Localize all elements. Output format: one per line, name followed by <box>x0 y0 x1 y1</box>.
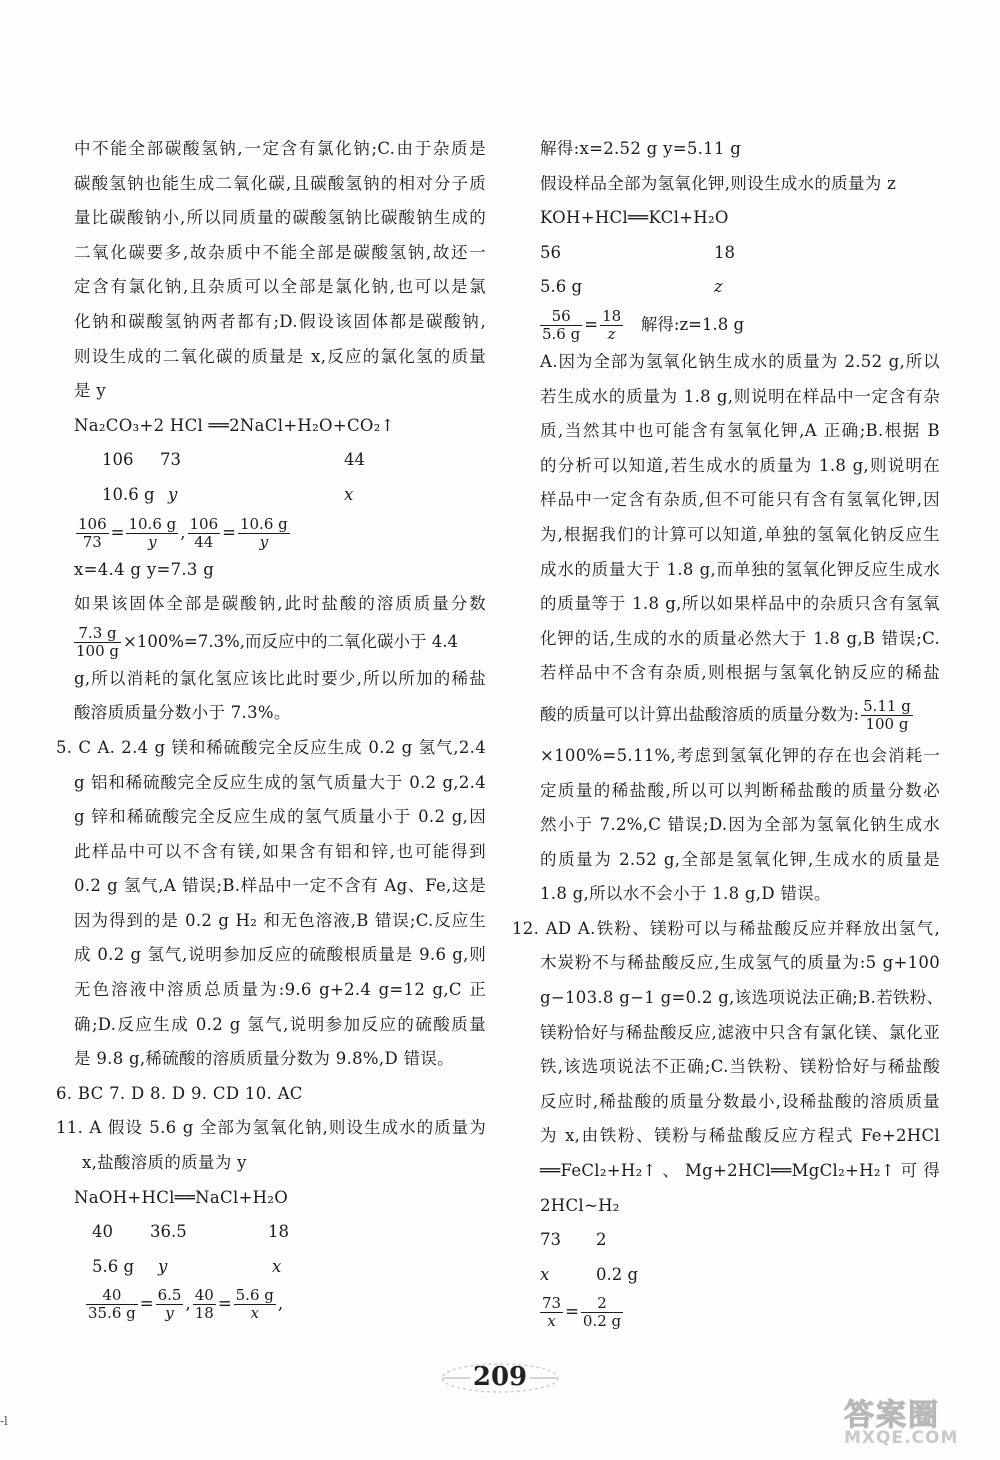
text-line: ══FeCl₂+H₂↑、Mg+2HCl══MgCl₂+H₂↑可得 <box>540 1161 940 1181</box>
text-line: 则设生成的二氧化碳的质量是 x,反应的氯化氢的质量 <box>74 346 486 366</box>
left-column <box>56 132 486 1324</box>
coef: 2 <box>596 1230 607 1250</box>
var: y <box>168 484 178 504</box>
watermark-title: 答案圈 <box>844 1398 940 1433</box>
text-line: 是 9.8 g,稀硫酸的溶质质量分数为 9.8%,D 错误。 <box>74 1049 454 1069</box>
text-line: 5. C A. 2.4 g 镁和稀硫酸完全反应生成 0.2 g 氢气,2.4 <box>56 737 486 757</box>
text-line: 成 0.2 g 氢气,说明参加反应的硫酸根质量是 9.6 g,则 <box>74 945 486 965</box>
text-line: 中不能全部碳酸氢钠,一定含有氯化钠;C.由于杂质是 <box>74 139 486 158</box>
coef: 56 <box>540 242 561 262</box>
text-line: A.因为全部为氢氧化钠生成水的质量为 2.52 g,所以 <box>540 351 940 371</box>
mass: 10.6 g <box>102 484 155 504</box>
mass: 5.6 g <box>92 1256 135 1276</box>
fraction-line: $\frac{40}{35.6 g}$ = $\frac{6.5}{y}$ , $\frac{40}{18}$ = $\frac{5.6 g}{x}$ , <box>88 1286 284 1323</box>
coef: 18 <box>268 1222 289 1242</box>
text-line: 为,根据我们的计算可以知道,单独的氢氧化钠反应生 <box>540 524 940 544</box>
text-line: 样品中一定含有杂质,但不可能只有含有氢氧化钾,因 <box>540 490 940 510</box>
text-line: 镁粉恰好与稀盐酸反应,滤液中只含有氯化镁、氯化亚 <box>540 1022 940 1042</box>
text-line: 碳酸氢钠也能生成二氧化碳,且碳酸氢钠的相对分子质 <box>74 173 486 193</box>
equation-row <box>74 478 486 513</box>
text-line: 是 y <box>74 381 106 401</box>
text-line: 反应时,稀盐酸的质量分数最小,设稀盐酸的溶质质量 <box>540 1091 940 1111</box>
var: x <box>540 1264 550 1284</box>
text-line: 如果该固体全部是碳酸钠,此时盐酸的溶质质量分数 <box>74 594 486 614</box>
text-line: 1.8 g,所以水不会小于 1.8 g,D 错误。 <box>540 884 831 904</box>
text-line: 因为得到的是 0.2 g H₂ 和无色溶液,B 错误;C.反应生 <box>74 910 486 930</box>
coef: 73 <box>160 450 181 470</box>
result: x=4.4 g y=7.3 g <box>74 559 215 579</box>
answers-6-10: 6. BC 7. D 8. D 9. CD 10. AC <box>56 1083 303 1103</box>
text-line: 确;D.反应生成 0.2 g 氢气,说明参加反应的硫酸质量 <box>74 1014 486 1034</box>
var: x <box>272 1256 282 1276</box>
text-line: g 锌和稀硫酸完全反应生成的氢气质量小于 0.2 g,因 <box>74 807 486 827</box>
fraction-line: $\frac{73}{x}$ = $\frac{2}{0.2 g}$ <box>542 1294 622 1331</box>
text-line: 化钠和碳酸氢钠两者都有;D.假设该固体都是碳酸钠, <box>74 311 486 331</box>
var: z <box>714 277 723 297</box>
text-line: 12. AD A.铁粉、镁粉可以与稀盐酸反应并释放出氢气, <box>512 918 940 938</box>
text-line: 若生成水的质量为 1.8 g,则说明在样品中一定含有杂 <box>540 386 940 406</box>
watermark-logo <box>844 1390 992 1452</box>
text-line: x,盐酸溶质的质量为 y <box>82 1153 247 1173</box>
coef: 40 <box>92 1222 113 1242</box>
text-line: 定质量的稀盐酸,所以可以判断稀盐酸的质量分数必 <box>540 780 940 800</box>
text-line: 为 x,由铁粉、镁粉与稀盐酸反应方程式 Fe+2HCl <box>540 1126 940 1146</box>
text-line: 质,当然其中也可能含有氢氧化钾,A 正确;B.根据 B <box>540 421 940 441</box>
watermark-url: MXQE.COM <box>844 1428 959 1448</box>
equation: Na₂CO₃+2 HCl ══2NaCl+H₂O+CO₂↑ <box>74 415 395 435</box>
coef: 44 <box>344 450 365 470</box>
question-5 <box>56 731 486 1181</box>
text-line: g,所以消耗的氯化氢应该比此时要少,所以所加的稀盐 <box>74 668 486 688</box>
text-line: g 铝和稀硫酸完全反应生成的氢气质量大于 0.2 g,2.4 <box>74 772 486 792</box>
text-line: g−103.8 g−1 g=0.2 g,该选项说法正确;B.若铁粉、 <box>540 988 944 1008</box>
equation-row <box>74 443 486 478</box>
equation: 2HCl~H₂ <box>540 1195 620 1215</box>
text-line: 定含有氯化钠,且杂质可以全部是氯化钠,也可以是氯 <box>74 277 486 297</box>
text-line: 成水的质量大于 1.8 g,而单独的氢氧化钾反应生成水 <box>540 559 940 579</box>
text-line: 二氧化碳要多,故杂质中不能全部是碳酸氢钠,故还一 <box>74 242 486 262</box>
var: y <box>158 1256 168 1276</box>
text-line: 0.2 g 氢气,A 错误;B.样品中一定不含有 Ag、Fe,这是 <box>74 876 486 896</box>
mass: 5.6 g <box>540 277 583 297</box>
coef: 36.5 <box>150 1222 187 1242</box>
text-line: 的分析可以知道,若生成水的质量为 1.8 g,则说明在 <box>540 455 940 475</box>
fraction-line: $\frac{7.3 g}{100 g}$ ×100%=7.3%,而反应中的二氧化碳小于 4.4 <box>76 623 458 660</box>
text-line: 假设样品全部为氢氧化钾,则设生成水的质量为 z <box>540 173 897 193</box>
text-line: 铁,该选项说法不正确;C.当铁粉、镁粉恰好与稀盐酸 <box>540 1057 940 1077</box>
text-line: 若样品中不含有杂质,则根据与氢氧化钠反应的稀盐 <box>540 663 940 683</box>
equation-row <box>512 270 940 305</box>
text-line: 酸溶质质量分数小于 7.3%。 <box>74 703 291 723</box>
right-column <box>512 132 944 1332</box>
text-line: 然小于 7.2%,C 错误;D.因为全部为氢氧化钠生成水 <box>540 815 940 835</box>
text-line: 的质量等于 1.8 g,所以如果样品中的杂质只含有氢氧 <box>540 594 940 614</box>
equation: KOH+HCl══KCl+H₂O <box>540 208 729 228</box>
text-line: ×100%=5.11%,考虑到氢氧化钾的存在也会消耗一 <box>540 745 940 765</box>
text-line: 11. A 假设 5.6 g 全部为氢氧化钠,则设生成水的质量为 <box>56 1118 486 1138</box>
equation-row <box>512 236 940 271</box>
var: x <box>344 484 354 504</box>
fraction-line: $\frac{56}{5.6 g}$ = $\frac{18}{z}$ 解得:z=1.8 g <box>542 306 745 343</box>
fraction-line: $\frac{106}{73}$ = $\frac{10.6 g}{y}$ , $\frac{106}{44}$ = $\frac{10.6 g}{y}$ <box>78 514 288 551</box>
equation-row <box>74 1215 486 1250</box>
coef: 73 <box>540 1230 561 1250</box>
text-line: 化钾的话,生成的水的质量必然大于 1.8 g,B 错误;C. <box>540 628 940 648</box>
equation-row <box>512 1258 940 1293</box>
text-line: 无色溶液中溶质总质量为:9.6 g+2.4 g=12 g,C 正 <box>74 980 486 1000</box>
coef: 18 <box>714 242 735 262</box>
equation-row <box>512 1223 940 1258</box>
result: 解得:x=2.52 g y=5.11 g <box>540 139 742 158</box>
equation: NaOH+HCl══NaCl+H₂O <box>74 1187 289 1207</box>
text-line: 此样品中可以不含有镁,如果含有铝和锌,也可能得到 <box>74 841 486 861</box>
text-line: 的质量为 2.52 g,全部是氢氧化钾,生成水的质量是 <box>540 849 940 869</box>
text-line: 木炭粉不与稀盐酸反应,生成氢气的质量为:5 g+100 <box>540 953 940 973</box>
question-12 <box>512 912 944 1189</box>
text-line: 量比碳酸钠小,所以同质量的碳酸氢钠比碳酸钠生成的 <box>74 208 486 228</box>
equation-row <box>74 1250 486 1285</box>
fraction-line: 酸的质量可以计算出盐酸溶质的质量分数为: $\frac{5.11 g}{100 g}$ <box>540 696 911 733</box>
page-number: 209 <box>472 1362 528 1392</box>
mass: 0.2 g <box>596 1264 639 1284</box>
coef: 106 <box>102 450 134 470</box>
edge-mark: -l <box>0 1414 8 1428</box>
